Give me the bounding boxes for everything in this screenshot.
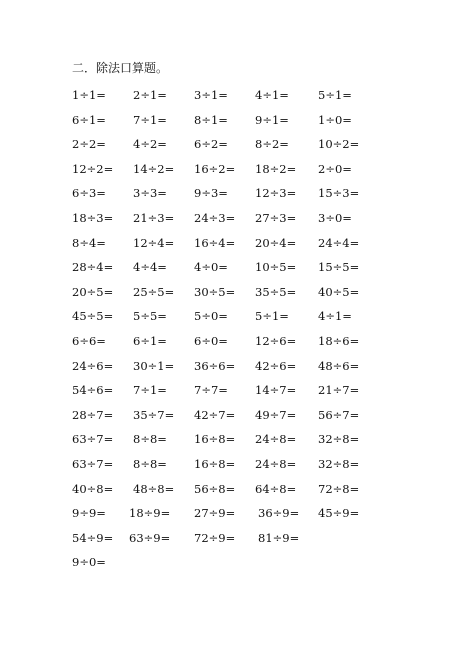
problem-row: [72, 357, 452, 382]
problem: 8÷8=: [133, 456, 167, 471]
problem: 32÷8=: [318, 456, 360, 471]
problem: 8÷4=: [72, 235, 106, 250]
problem: 54÷6=: [72, 383, 114, 398]
problem: 18÷6=: [318, 333, 360, 348]
problem-row: [72, 86, 452, 111]
problem-row: [72, 307, 452, 332]
problem-row: [72, 430, 452, 455]
problem: 15÷5=: [318, 260, 360, 275]
problem: 28÷7=: [72, 407, 114, 422]
problem: 16÷8=: [194, 456, 236, 471]
problem-row: [72, 160, 452, 185]
problem: 30÷1=: [133, 358, 175, 373]
problem: 27÷3=: [255, 210, 297, 225]
problem: 18÷2=: [255, 161, 297, 176]
problem: 9÷0=: [72, 555, 106, 570]
problem: 45÷5=: [72, 309, 114, 324]
problem: 36÷9=: [258, 506, 300, 521]
problem: 1÷0=: [318, 112, 352, 127]
problem: 40÷8=: [72, 481, 114, 496]
problem: 7÷7=: [194, 383, 228, 398]
problem: 28÷4=: [72, 260, 114, 275]
problem: 4÷1=: [318, 309, 352, 324]
problem-row: [72, 381, 452, 406]
problem: 3÷0=: [318, 210, 352, 225]
problem: 24÷6=: [72, 358, 114, 373]
problem: 6÷6=: [72, 333, 106, 348]
problem: 21÷3=: [133, 210, 175, 225]
problem: 16÷4=: [194, 235, 236, 250]
problem: 3÷1=: [194, 88, 228, 102]
problem: 6÷1=: [133, 333, 167, 348]
problem: 8÷2=: [255, 137, 289, 152]
problem: 64÷8=: [255, 481, 297, 496]
problem: 24÷8=: [255, 432, 297, 447]
section-title: 二．除法口算题。: [72, 61, 169, 75]
problem: 16÷2=: [194, 161, 236, 176]
problem: 12÷3=: [255, 186, 297, 201]
problem: 10÷2=: [318, 137, 360, 152]
problem-row: [72, 135, 452, 160]
problem: 25÷5=: [133, 284, 175, 299]
problem-row: [72, 332, 452, 357]
problem: 56÷8=: [194, 481, 236, 496]
problem-row: [72, 283, 452, 308]
problem: 8÷1=: [194, 112, 228, 127]
problem: 7÷1=: [133, 383, 167, 398]
problem: 24÷8=: [255, 456, 297, 471]
problem: 8÷8=: [133, 432, 167, 447]
problem: 35÷7=: [133, 407, 175, 422]
problem: 5÷1=: [255, 309, 289, 324]
problem: 56÷7=: [318, 407, 360, 422]
problem-row: [72, 529, 452, 554]
problem-row: [72, 504, 452, 529]
problem-row: [72, 406, 452, 431]
problem: 49÷7=: [255, 407, 297, 422]
problem: 7÷1=: [133, 112, 167, 127]
problem: 63÷7=: [72, 456, 114, 471]
problem: 48÷6=: [318, 358, 360, 373]
problem: 6÷1=: [72, 112, 106, 127]
problem: 18÷3=: [72, 210, 114, 225]
problem-row: [72, 258, 452, 283]
problem: 16÷8=: [194, 432, 236, 447]
problem-row: [72, 111, 452, 136]
problem: 36÷6=: [194, 358, 236, 373]
problem-row: [72, 480, 452, 505]
problem-row: [72, 184, 452, 209]
problem: 14÷7=: [255, 383, 297, 398]
problem: 6÷3=: [72, 186, 106, 201]
problem: 1÷1=: [72, 88, 106, 102]
problem: 15÷3=: [318, 186, 360, 201]
problem: 5÷1=: [318, 88, 352, 102]
problem: 3÷3=: [133, 186, 167, 201]
problem: 12÷4=: [133, 235, 175, 250]
problem: 40÷5=: [318, 284, 360, 299]
problem: 54÷9=: [72, 530, 114, 545]
problem: 12÷6=: [255, 333, 297, 348]
problem: 72÷9=: [194, 530, 236, 545]
problem: 48÷8=: [133, 481, 175, 496]
problem: 4÷2=: [133, 137, 167, 152]
problem: 45÷9=: [318, 506, 360, 521]
problem-row: [72, 209, 452, 234]
problem: 9÷9=: [72, 506, 106, 521]
problem-row: [72, 234, 452, 259]
problem: 2÷2=: [72, 137, 106, 152]
problem: 14÷2=: [133, 161, 175, 176]
division-problem-grid: [72, 86, 452, 578]
problem: 2÷0=: [318, 161, 352, 176]
problem: 81÷9=: [258, 530, 300, 545]
problem: 2÷1=: [133, 88, 167, 102]
problem: 20÷5=: [72, 284, 114, 299]
problem: 32÷8=: [318, 432, 360, 447]
problem-row: [72, 553, 452, 578]
problem: 6÷0=: [194, 333, 228, 348]
problem: 4÷1=: [255, 88, 289, 102]
problem: 27÷9=: [194, 506, 236, 521]
problem: 30÷5=: [194, 284, 236, 299]
problem: 4÷4=: [133, 260, 167, 275]
problem: 9÷1=: [255, 112, 289, 127]
problem: 72÷8=: [318, 481, 360, 496]
problem: 4÷0=: [194, 260, 228, 275]
problem: 35÷5=: [255, 284, 297, 299]
problem: 24÷4=: [318, 235, 360, 250]
problem: 5÷5=: [133, 309, 167, 324]
problem-row: [72, 455, 452, 480]
problem: 18÷9=: [129, 506, 171, 521]
problem: 5÷0=: [194, 309, 228, 324]
problem: 6÷2=: [194, 137, 228, 152]
problem: 63÷9=: [129, 530, 171, 545]
problem: 42÷7=: [194, 407, 236, 422]
problem: 12÷2=: [72, 161, 114, 176]
problem: 9÷3=: [194, 186, 228, 201]
problem: 20÷4=: [255, 235, 297, 250]
problem: 42÷6=: [255, 358, 297, 373]
problem: 21÷7=: [318, 383, 360, 398]
problem: 63÷7=: [72, 432, 114, 447]
problem: 24÷3=: [194, 210, 236, 225]
problem: 10÷5=: [255, 260, 297, 275]
